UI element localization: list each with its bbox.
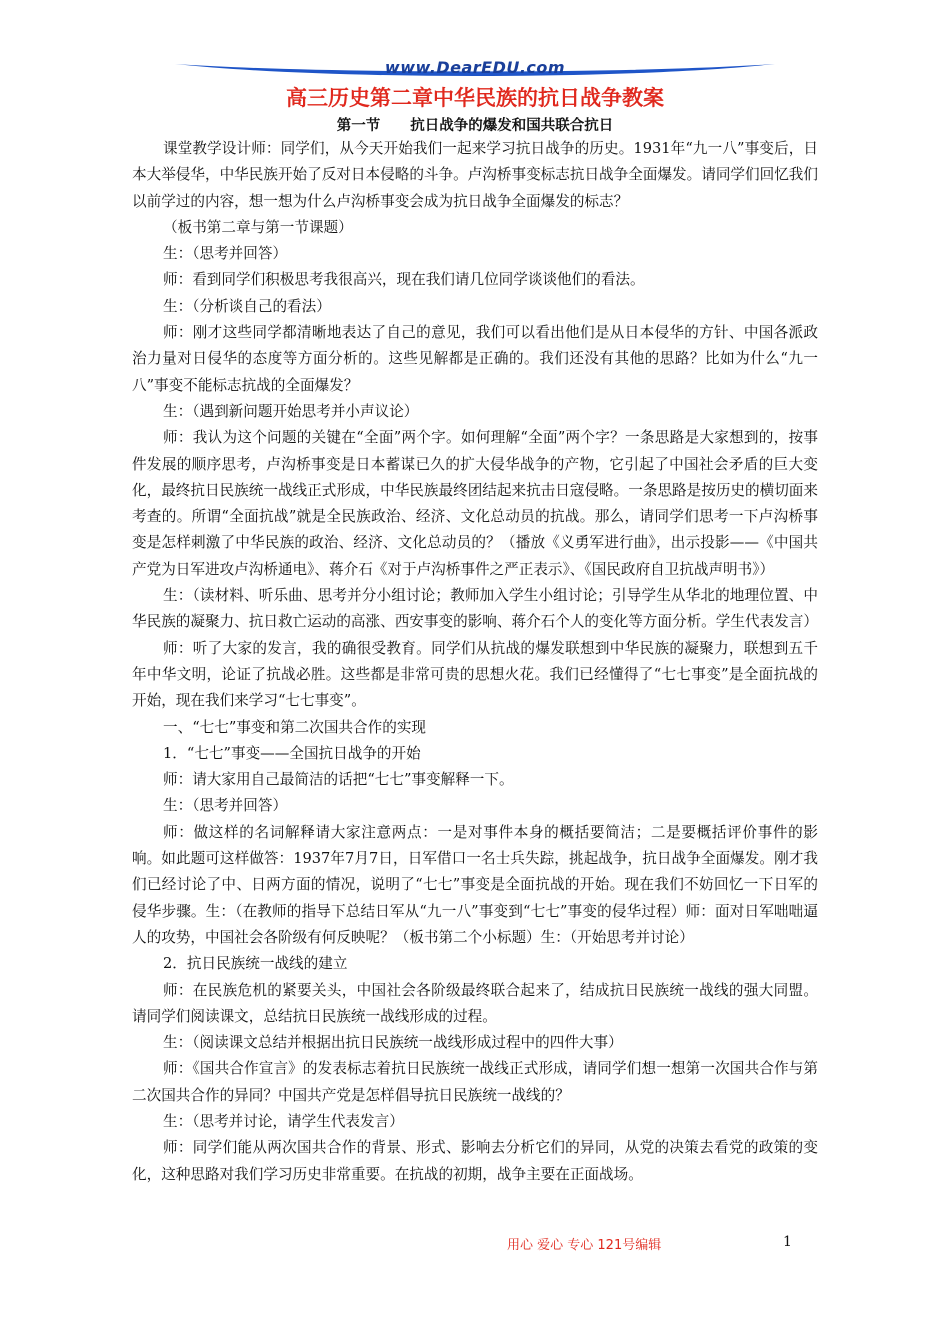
paragraph: 生：（思考并回答） bbox=[163, 797, 288, 815]
paragraph: 师：刚才这些同学都清晰地表达了自己的意见，我们可以看出他们是从日本侵华的方针、中国各派政治力量对日侵华的态度等方面分析的。这些见解都是正确的。我们还没有其他的思路？比如为什么“九一八”事变不能标志抗战的全面爆发？ bbox=[132, 324, 818, 394]
footer-note: 用心 爱心 专心 121号编辑 bbox=[507, 1238, 662, 1253]
paragraph: 生：（思考并讨论，请学生代表发言） bbox=[163, 1112, 404, 1130]
paragraph: 师：看到同学们积极思考我很高兴，现在我们请几位同学谈谈他们的看法。 bbox=[163, 271, 645, 289]
paragraph: 生：（遇到新问题开始思考并小声议论） bbox=[163, 402, 419, 420]
section-number: 第一节 bbox=[336, 118, 381, 134]
section-heading bbox=[0, 114, 950, 135]
subheading: 1．“七七”事变——全国抗日战争的开始 bbox=[163, 744, 421, 762]
paragraph: 生：（读材料、听乐曲、思考并分小组讨论；教师加入学生小组讨论；引导学生从华北的地理位置、中华民族的凝聚力、抗日救亡运动的高涨、西安事变的影响、蒋介石个人的变化等方面分析。学生代表发言） bbox=[132, 587, 818, 631]
subheading: 一、“七七”事变和第二次国共合作的实现 bbox=[163, 718, 427, 736]
paragraph: 生：（分析谈自己的看法） bbox=[163, 297, 331, 315]
paragraph: 师：我认为这个问题的关键在“全面”两个字。如何理解“全面”两个字？一条思路是大家想到的，按事件发展的顺序思考，卢沟桥事变是日本蓄谋已久的扩大侵华战争的产物，它引起了中国社会矛盾的巨大变化，最终抗日民族统一战线正式形成，中华民族最终团结起来抗击日寇侵略。一条思路是按历史的横切面来考查的。所谓“全面抗战”就是全民族政治、经济、文化总动员的抗战。那么，请同学们思考一下卢沟桥事变是怎样刺激了中华民族的政治、经济、文化总动员的？（播放《义勇军进行曲》，出示投影——《中国共产党为日军进攻卢沟桥通电》、蒋介石《对于卢沟桥事件之严正表示》、《国民政府自卫抗战声明书》） bbox=[132, 429, 818, 578]
document-title: 高三历史第二章中华民族的抗日战争教案 bbox=[286, 86, 664, 110]
paragraph: 生：（思考并回答） bbox=[163, 245, 288, 263]
site-brand: www.DearEDU.com bbox=[384, 58, 566, 77]
subheading: 2．抗日民族统一战线的建立 bbox=[163, 955, 348, 973]
page-number: 1 bbox=[783, 1234, 792, 1250]
paragraph: （板书第二章与第一节课题） bbox=[163, 218, 353, 236]
paragraph: 师：在民族危机的紧要关头，中国社会各阶级最终联合起来了，结成抗日民族统一战线的强大同盟。请同学们阅读课文，总结抗日民族统一战线形成的过程。 bbox=[132, 981, 818, 1025]
paragraph: 生：（阅读课文总结并根据出抗日民族统一战线形成过程中的四件大事） bbox=[163, 1034, 623, 1052]
section-title: 抗日战争的爆发和国共联合抗日 bbox=[410, 118, 614, 134]
paragraph: 师：听了大家的发言，我的确很受教育。同学们从抗战的爆发联想到中华民族的凝聚力，联想到五千年中华文明，论证了抗战必胜。这些都是非常可贵的思想火花。我们已经懂得了“七七事变”是全面抗战的开始，现在我们来学习“七七事变”。 bbox=[132, 639, 818, 710]
paragraph: 师：请大家用自己最简洁的话把“七七”事变解释一下。 bbox=[163, 771, 514, 789]
paragraph: 课堂教学设计师：同学们，从今天开始我们一起来学习抗日战争的历史。1931年“九一八”事变后，日本大举侵华，中华民族开始了反对日本侵略的斗争。卢沟桥事变标志抗日战争全面爆发。请同学们回忆我们以前学过的内容，想一想为什么卢沟桥事变会成为抗日战争全面爆发的标志？ bbox=[132, 140, 818, 210]
document-body bbox=[132, 136, 818, 1188]
paragraph: 师：《国共合作宣言》的发表标志着抗日民族统一战线正式形成，请同学们想一想第一次国共合作与第二次国共合作的异同？中国共产党是怎样倡导抗日民族统一战线的？ bbox=[132, 1060, 818, 1104]
paragraph: 师：做这样的名词解释请大家注意两点：一是对事件本身的概括要简洁；二是要概括评价事件的影响。如此题可这样做答：1937年7月7日，日军借口一名士兵失踪，挑起战争，抗日战争全面爆发。刚才我们已经讨论了中、日两方面的情况，说明了“七七”事变是全面抗战的开始。现在我们不妨回忆一下日军的侵华步骤。生：（在教师的指导下总结日军从“九一八”事变到“七七”事变的侵华过程）师：面对日军咄咄逼人的攻势，中国社会各阶级有何反映呢？（板书第二个小标题）生：（开始思考并讨论） bbox=[132, 823, 818, 946]
paragraph: 师：同学们能从两次国共合作的背景、形式、影响去分析它们的异同，从党的决策去看党的政策的变化，这种思路对我们学习历史非常重要。在抗战的初期，战争主要在正面战场。 bbox=[132, 1139, 818, 1183]
